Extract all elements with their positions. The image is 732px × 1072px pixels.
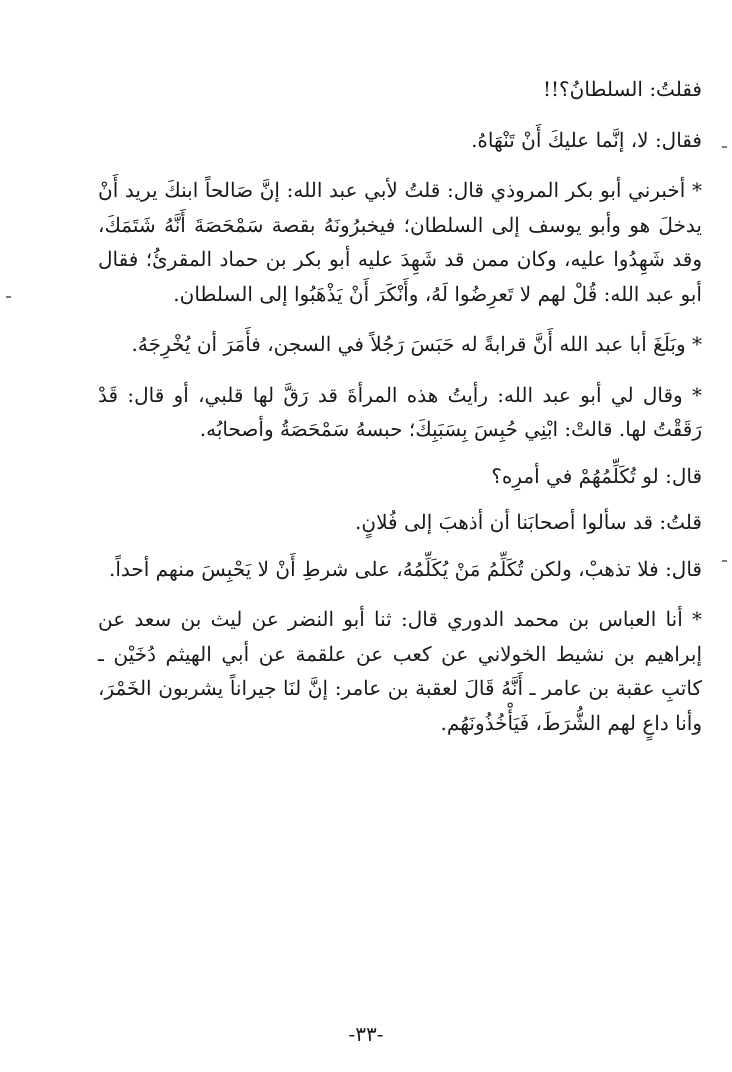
- paragraph-dialogue-1: قال: لو تُكَلِّمُهُمْ في أمرِه؟: [491, 463, 702, 488]
- paragraph-answer: فقال: لا، إنَّما عليكَ أَنْ تَنْهَاهُ.: [471, 127, 702, 152]
- page-body: [98, 72, 702, 740]
- margin-mark: [6, 296, 11, 298]
- paragraph-dialogue-3: قال: فلا تذهبْ، ولكن تُكَلِّمُ مَنْ يُكَلِّمُهُ، على شرطِ أَنْ لا يَحْبِسَ منهم أحداً.: [108, 556, 702, 581]
- paragraph-narration-woman: * وقال لي أبو عبد الله: رأيتُ هذه المرأةَ قد رَقَّ لها قلبي، أو قال: قَدْ رَقَقْتُ لها. قالتْ: ابْنِي حُبِسَ بِسَبَبِكَ؛ حبسهُ سَمْحَصَةُ وأصحابُه.: [98, 382, 702, 441]
- paragraph-question: فقلتُ: السلطانُ؟!!: [542, 77, 702, 101]
- paragraph-narration-relative: * وبَلَغَ أبا عبد الله أَنَّ قرابةً له حَبَسَ رَجُلاً في السجن، فأَمَرَ أن يُخْرِجَهُ.: [131, 332, 702, 356]
- paragraph-narration-marwadhi: * أخبرني أبو بكر المروذي قال: قلتُ لأبي عبد الله: إنَّ صَالحاً ابنكَ يريد أَنْ يدخلَ هو وأبو يوسف إلى السلطان؛ فيخبرُونَهُ بقصة سَمْحَصَةَ أَنَّهُ شَتَمَكَ، وقد شَهِدُوا عليه، وكان ممن قد شَهِدَ عليه أبو بكر بن حماد المقرئُ؛ فقال أبو عبد الله: قُلْ لهم لا تَعرِضُوا لَهُ، وأَنْكَرَ أَنْ يَذْهَبُوا إلى السلطان.: [98, 178, 702, 306]
- paragraph-dialogue-2: قلتُ: قد سألوا أصحابَنا أن أذهبَ إلى فُلانٍ.: [355, 510, 702, 534]
- page-number: -٣٣-: [348, 1022, 384, 1046]
- paragraph-narration-abbas: * أنا العباس بن محمد الدوري قال: ثنا أبو النضر عن ليث بن سعد عن إبراهيم بن نشيط الخولاني عن كعب عن علقمة عن أبي الهيثم دُخَيْن ـ كاتبِ عقبة بن عامر ـ أَنَّهُ قَالَ لعقبة بن عامر: إنَّ لنَا جيراناً يشربون الخَمْرَ، وأنا داعٍ لهم الشُّرَطَ، فَيَأْخُذُونَهُم.: [98, 607, 702, 735]
- margin-mark: [722, 560, 727, 562]
- margin-mark: [722, 146, 727, 148]
